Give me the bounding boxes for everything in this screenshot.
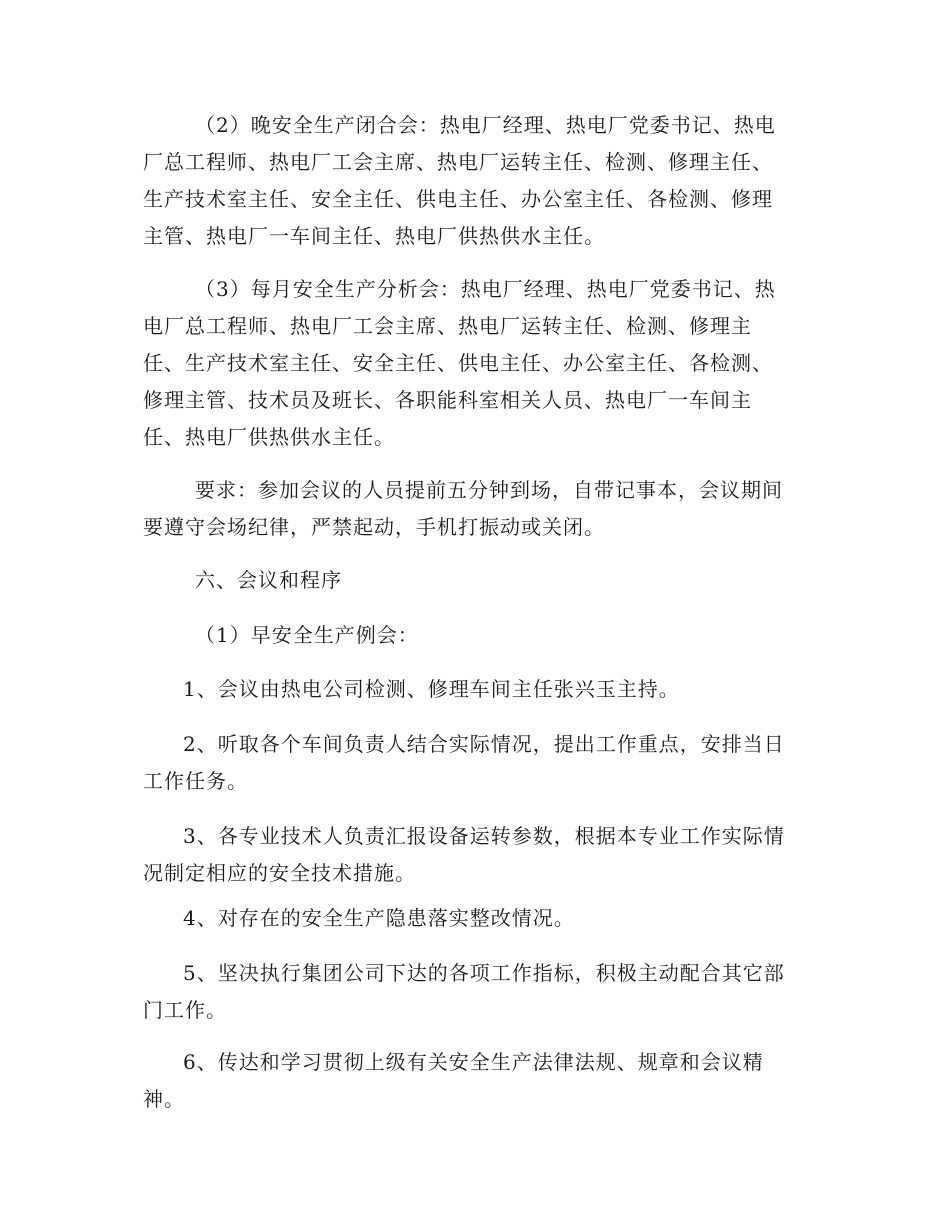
paragraph-requirements (143, 472, 807, 546)
text-line: 修理主管、技术员及班长、各职能科室相关人员、热电厂一车间主 (143, 388, 752, 412)
text-line: 任、热电厂供热供水主任。 (143, 425, 395, 449)
list-item-4 (143, 900, 807, 937)
list-item-5 (143, 955, 807, 1029)
text-line: 六、会议和程序 (195, 568, 342, 592)
text-line: 要求：参加会议的人员提前五分钟到场，自带记事本，会议期间 (195, 478, 783, 502)
text-line: 况制定相应的安全技术措施。 (143, 861, 416, 885)
text-line: 2、听取各个车间负责人结合实际情况，提出工作重点，安排当日 (183, 732, 785, 756)
text-line: 要遵守会场纪律，严禁起动，手机打振动或关闭。 (143, 515, 605, 539)
text-line: 神。 (143, 1087, 185, 1111)
list-item-6 (143, 1044, 807, 1118)
list-item-1 (143, 671, 807, 708)
section-heading (143, 562, 807, 599)
text-line: （3）每月安全生产分析会：热电厂经理、热电厂党委书记、热 (195, 277, 776, 301)
text-line: 厂总工程师、热电厂工会主席、热电厂运转主任、检测、修理主任、 (143, 150, 773, 174)
paragraph-evening-closing-meeting (143, 107, 807, 255)
text-line: 工作任务。 (143, 769, 248, 793)
text-line: （2）晚安全生产闭合会：热电厂经理、热电厂党委书记、热电 (195, 113, 776, 137)
text-line: 1、会议由热电公司检测、修理车间主任张兴玉主持。 (183, 677, 680, 701)
text-line: 门工作。 (143, 998, 227, 1022)
text-line: 6、传达和学习贯彻上级有关安全生产法律法规、规章和会议精 (183, 1050, 764, 1074)
paragraph-monthly-analysis-meeting (143, 271, 807, 456)
text-line: 5、坚决执行集团公司下达的各项工作指标，积极主动配合其它部 (183, 961, 785, 985)
list-item-2 (143, 726, 807, 800)
text-line: 生产技术室主任、安全主任、供电主任、办公室主任、各检测、修理 (143, 187, 773, 211)
text-line: 电厂总工程师、热电厂工会主席、热电厂运转主任、检测、修理主 (143, 314, 752, 338)
text-line: 任、生产技术室主任、安全主任、供电主任、办公室主任、各检测、 (143, 351, 773, 375)
text-line: 主管、热电厂一车间主任、热电厂供热供水主任。 (143, 224, 605, 248)
paragraph-morning-routine-meeting (143, 617, 807, 654)
list-item-3 (143, 818, 807, 892)
text-line: （1）早安全生产例会： (195, 623, 419, 647)
text-line: 3、各专业技术人负责汇报设备运转参数，根据本专业工作实际情 (183, 824, 785, 848)
text-line: 4、对存在的安全生产隐患落实整改情况。 (183, 906, 575, 930)
